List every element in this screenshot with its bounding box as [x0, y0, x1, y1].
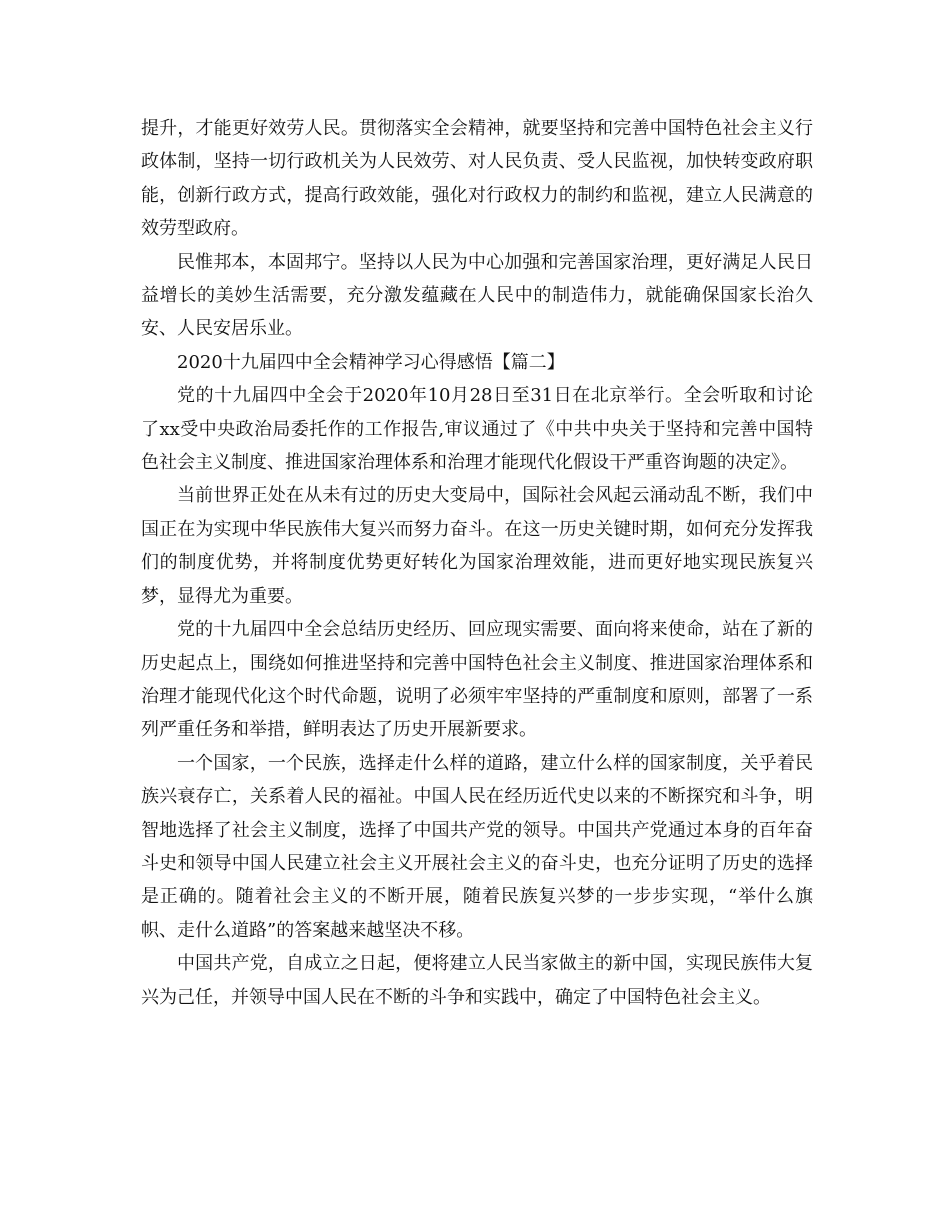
paragraph: 中国共产党，自成立之日起，便将建立人民当家做主的新中国，实现民族伟大复兴为己任，并领导中国人民在不断的斗争和实践中，确定了中国特色社会主义。 — [141, 953, 813, 1008]
document-body — [141, 112, 813, 1014]
section-heading: 2020十九届四中全会精神学习心得感悟【篇二】 — [177, 351, 565, 373]
paragraph: 民惟邦本，本固邦宁。坚持以人民为中心加强和完善国家治理，更好满足人民日益增长的美妙生活需要，充分激发蕴藏在人民中的制造伟力，就能确保国家长治久安、人民安居乐业。 — [141, 251, 813, 340]
paragraph: 当前世界正处在从未有过的历史大变局中，国际社会风起云涌动乱不断，我们中国正在为实现中华民族伟大复兴而努力奋斗。在这一历史关键时期，如何充分发挥我们的制度优势，并将制度优势更好转化为国家治理效能，进而更好地实现民族复兴梦，显得尤为重要。 — [141, 485, 813, 607]
paragraph-continuation: 提升，才能更好效劳人民。贯彻落实全会精神，就要坚持和完善中国特色社会主义行政体制，坚持一切行政机关为人民效劳、对人民负责、受人民监视，加快转变政府职能，创新行政方式，提高行政效能，强化对行政权力的制约和监视，建立人民满意的效劳型政府。 — [141, 118, 813, 240]
paragraph: 党的十九届四中全会于2020年10月28日至31日在北京举行。全会听取和讨论了xx受中央政治局委托作的工作报告,审议通过了《中共中央关于坚持和完善中国特色社会主义制度、推进国家治理体系和治理才能现代化假设干严重咨询题的决定》。 — [141, 385, 813, 474]
paragraph: 党的十九届四中全会总结历史经历、回应现实需要、面向将来使命，站在了新的历史起点上，围绕如何推进坚持和完善中国特色社会主义制度、推进国家治理体系和治理才能现代化这个时代命题，说明了必须牢牢坚持的严重制度和原则，部署了一系列严重任务和举措，鲜明表达了历史开展新要求。 — [141, 619, 813, 741]
paragraph: 一个国家，一个民族，选择走什么样的道路，建立什么样的国家制度，关乎着民族兴衰存亡，关系着人民的福祉。中国人民在经历近代史以来的不断探究和斗争，明智地选择了社会主义制度，选择了中国共产党的领导。中国共产党通过本身的百年奋斗史和领导中国人民建立社会主义开展社会主义的奋斗史，也充分证明了历史的选择是正确的。随着社会主义的不断开展，随着民族复兴梦的一步步实现，“举什么旗帜、走什么道路”的答案越来越坚决不移。 — [141, 752, 813, 941]
